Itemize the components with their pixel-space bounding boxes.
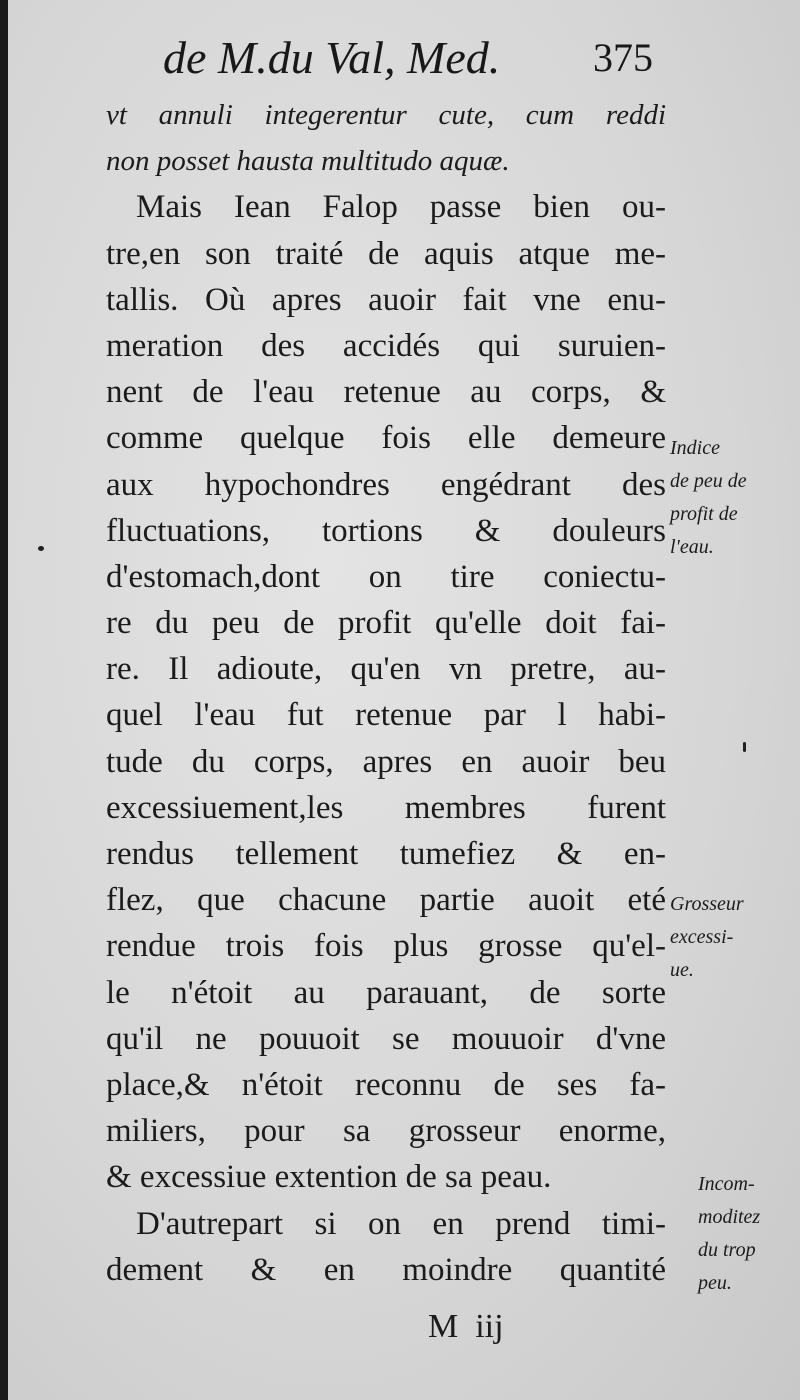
text-line: miliers, pour sa grosseur enorme, [106,1113,666,1150]
margin-note-line: excessi- [670,926,734,948]
margin-note-line: moditez [698,1206,761,1228]
book-page [8,0,800,1400]
text-line: le n'étoit au parauant, de sorte [106,974,666,1011]
ink-speck [743,742,746,752]
margin-note-line: Incom- [698,1173,755,1195]
margin-note-line: du trop [698,1239,756,1261]
text-line: tude du corps, apres en auoir beu [106,743,666,780]
text-line: fluctuations, tortions & douleurs [106,512,666,549]
margin-note-line: de peu de [670,470,747,492]
text-line: rendue trois fois plus grosse qu'el- [106,928,666,965]
text-line: nent de l'eau retenue au corps, & [106,374,666,411]
text-line: re du peu de profit qu'elle doit fai- [106,605,666,642]
margin-note-line: peu. [698,1272,732,1294]
text-line: tre,en son traité de aquis atque me- [106,235,666,272]
ink-speck [38,546,44,551]
text-line: comme quelque fois elle demeure [106,420,666,457]
text-line: place,& n'étoit reconnu de ses fa- [106,1066,666,1103]
text-line: rendus tellement tumefiez & en- [106,836,666,872]
text-line: & excessiue extention de sa peau. [106,1159,552,1196]
text-line: qu'il ne pouuoit se mouuoir d'vne [106,1020,666,1057]
signature-mark: M iij [428,1308,504,1345]
margin-note-line: Indice [670,437,720,459]
text-line: d'estomach,dont on tire coniectu- [106,558,666,595]
text-line: dement & en moindre quantité [106,1251,666,1288]
text-line: non posset hausta multitudo aquæ. [106,145,510,178]
body-text [106,92,666,1293]
text-line: flez, que chacune partie auoit eté [106,882,666,919]
margin-note [670,888,782,987]
margin-note [698,1168,800,1300]
text-line: meration des accidés qui suruien- [106,327,666,364]
text-line: excessiuement,les membres furent [106,789,666,826]
margin-note [670,432,782,564]
running-head: de M.du Val, Med. [163,32,501,83]
page-number: 375 [593,35,653,80]
text-line: vt annuli integerentur cute, cum reddi [106,99,666,131]
text-line: re. Il adioute, qu'en vn pretre, au- [106,651,666,688]
margin-note-line: profit de [670,503,738,525]
text-line: quel l'eau fut retenue par l habi- [106,697,666,734]
text-line: tallis. Où apres auoir fait vne enu- [106,281,666,318]
text-line: aux hypochondres engédrant des [106,466,666,503]
page-header [163,30,653,86]
margin-note-line: Grosseur [670,893,744,915]
text-line: D'autrepart si on en prend timi- [136,1205,666,1242]
margin-note-line: l'eau. [670,536,714,558]
margin-note-line: ue. [670,959,694,981]
text-line: Mais Iean Falop passe bien ou- [136,189,666,226]
